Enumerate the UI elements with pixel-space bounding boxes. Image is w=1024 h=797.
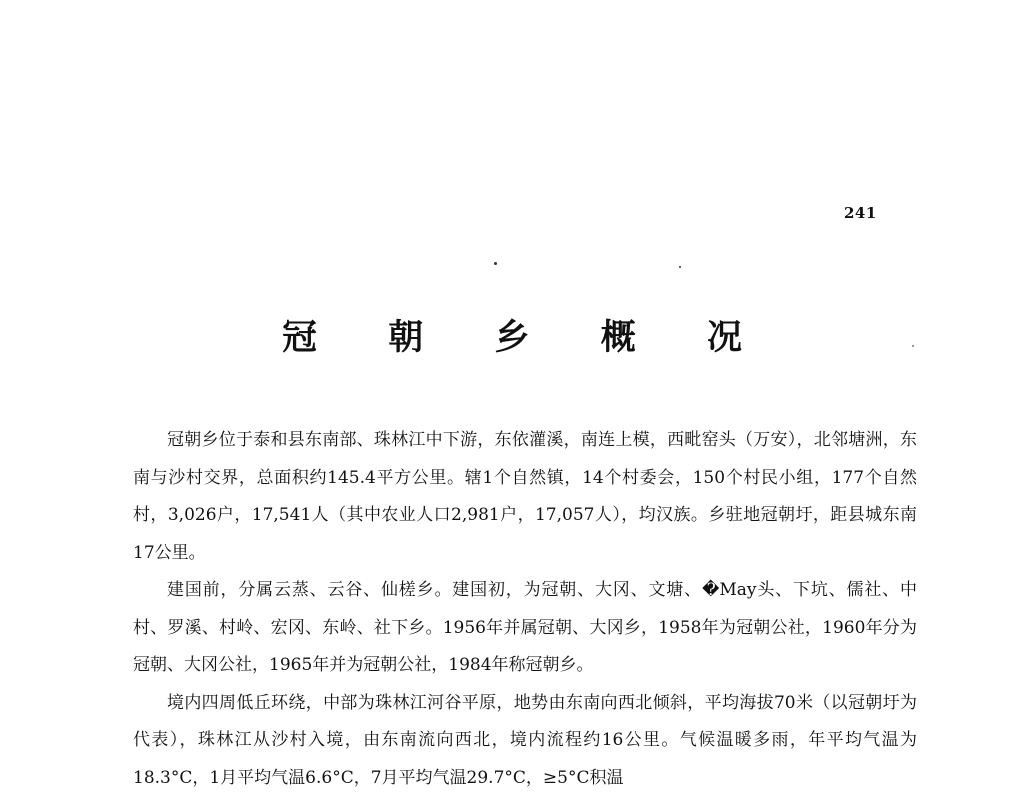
print-speck <box>494 262 497 265</box>
text-line: 冠朝乡位于泰和县东南部、珠林江中下游，东依灌溪，南连上模，西毗窑头（万安）， <box>167 430 814 450</box>
text-line: 境内四周低丘环绕，中部为珠林江河谷平原，地势由东南向西北倾斜，平均海拔70米 <box>167 693 813 713</box>
paragraph-location <box>133 422 917 572</box>
title-char: 冠 <box>282 316 317 360</box>
page-title <box>282 316 742 360</box>
text-line: 社，1960年分为冠朝、大冈公社，1965年并为冠朝公社，1984年称冠朝乡。 <box>133 618 917 676</box>
paragraph-history <box>133 572 917 685</box>
text-line: 多雨，年平均气温为18.3°C，1月平均气温6.6°C，7月平均气温29.7°C，≥5°C积温 <box>133 730 917 788</box>
text-line: （以冠朝圩为代表），珠林江从沙村入境，由东南流向西北，境内流程约16公里。气候温暖 <box>133 693 917 751</box>
text-line: 村民小组，177个自然村，3,026户，17,541人（其中农业人口2,981户，17,057人），均汉 <box>133 468 917 526</box>
title-char: 况 <box>707 316 742 360</box>
page-number: 241 <box>844 204 877 222</box>
text-line: 族。乡驻地冠朝圩，距县城东南17公里。 <box>133 505 917 563</box>
text-line: 社、中村、罗溪、村岭、宏冈、东岭、社下乡。1956年并属冠朝、大冈乡，1958年为冠朝公 <box>133 580 917 638</box>
print-speck <box>912 345 914 347</box>
title-char: 概 <box>601 316 636 360</box>
text-line: 建国前，分属云蒸、云谷、仙槎乡。建国初，为冠朝、大冈、文塘、�May头、下坑、儒 <box>167 580 864 600</box>
title-char: 乡 <box>494 316 529 360</box>
title-char: 朝 <box>388 316 423 360</box>
paragraph-geography <box>133 685 917 797</box>
print-speck <box>679 266 681 268</box>
text-line: 北邻塘洲，东南与沙村交界，总面积约145.4平方公里。辖1个自然镇，14个村委会，150个 <box>133 430 917 488</box>
body-text <box>133 422 917 797</box>
